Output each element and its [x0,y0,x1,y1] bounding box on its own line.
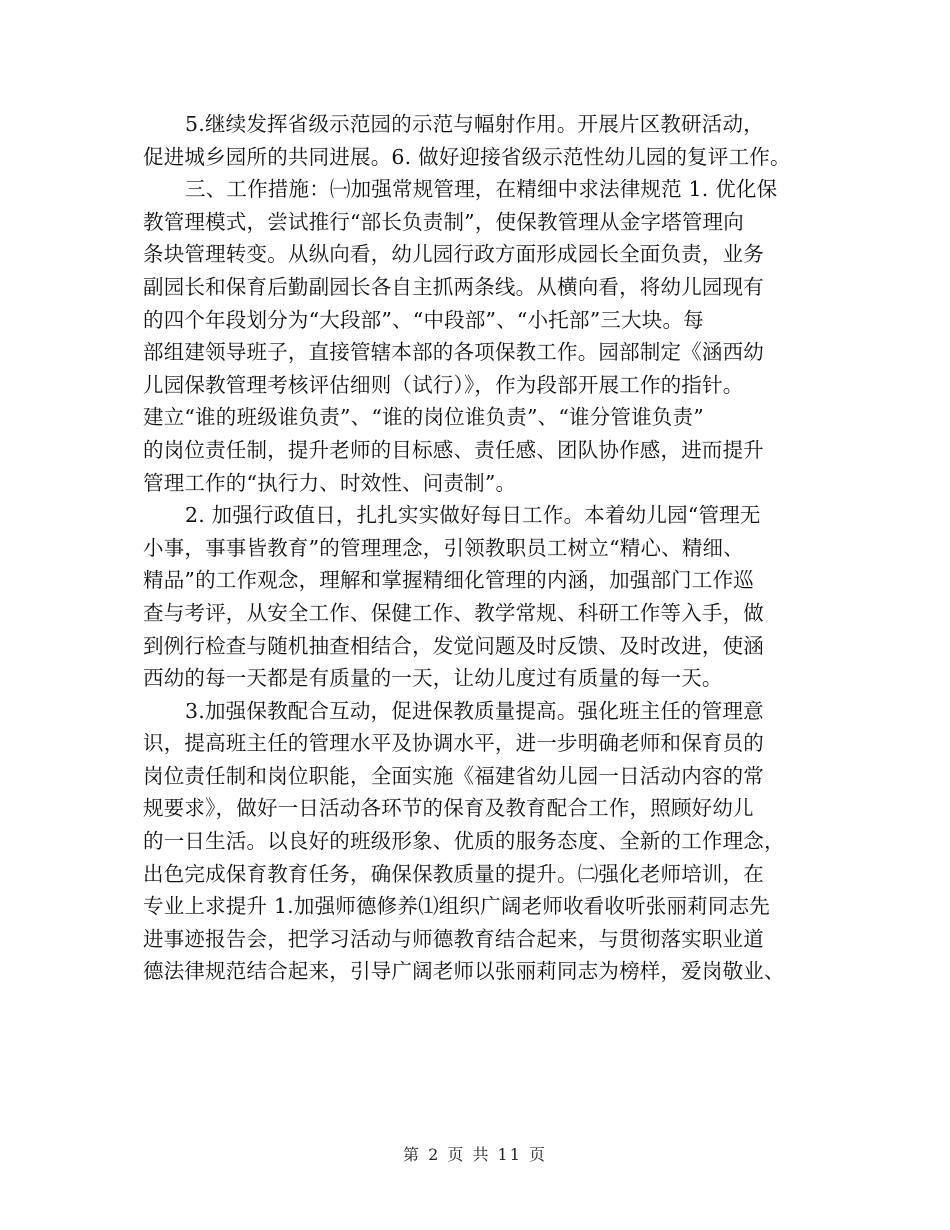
text-line: 德法律规范结合起来，引导广阔老师以张丽莉同志为榜样，爱岗敬业、 [143,959,785,984]
text-line: 到例行检查与随机抽查相结合，发觉问题及时反馈、及时改进，使涵 [143,633,764,658]
text-line: 西幼的每一天都是有质量的一天，让幼儿度过有质量的每一天。 [143,666,723,691]
text-line: 3.加强保教配合互动，促进保教质量提高。强化班主任的管理意 [185,698,764,723]
page-footer: 第 2 页 共 11 页 [403,1145,547,1164]
text-line: 查与考评，从安全工作、保健工作、教学常规、科研工作等入手，做 [143,600,764,625]
text-line: 专业上求提升 1.加强师德修养⑴组织广阔老师收看收听张丽莉同志先 [143,894,770,919]
text-line: 促进城乡园所的共同进展。6. 做好迎接省级示范性幼儿园的复评工作。 [143,144,791,169]
text-line: 的四个年段划分为“大段部”、“中段部”、“小托部”三大块。每 [143,307,704,332]
text-line: 儿园保教管理考核评估细则（试行）》，作为段部开展工作的指针。 [143,372,744,397]
text-line: 的岗位责任制，提升老师的目标感、责任感、团队协作感，进而提升 [143,437,764,462]
text-line: 精品”的工作观念，理解和掌握精细化管理的内涵，加强部门工作巡 [143,568,754,593]
text-line: 出色完成保育教育任务，确保保教质量的提升。㈡强化老师培训，在 [143,861,764,886]
text-line: 条块管理转变。从纵向看，幼儿园行政方面形成园长全面负责，业务 [143,242,764,267]
document-body [143,108,815,988]
text-line: 的一日生活。以良好的班级形象、优质的服务态度、全新的工作理念， [143,829,785,854]
text-line: 进事迹报告会，把学习活动与师德教育结合起来，与贯彻落实职业道 [143,926,764,951]
text-line: 识，提高班主任的管理水平及协调水平，进一步明确老师和保育员的 [143,731,764,756]
text-line: 建立“谁的班级谁负责”、“谁的岗位谁负责”、“谁分管谁负责” [143,405,704,430]
text-line: 部组建领导班子，直接管辖本部的各项保教工作。园部制定《涵西幼 [143,340,764,365]
text-line: 规要求》，做好一日活动各环节的保育及教育配合工作，照顾好幼儿 [143,796,754,821]
text-line: 三、工作措施：㈠加强常规管理，在精细中求法律规范 1. 优化保 [185,177,778,202]
text-line: 小事，事事皆教育”的管理理念，引领教职员工树立“精心、精细、 [143,535,744,560]
text-line: 岗位责任制和岗位职能，全面实施《福建省幼儿园一日活动内容的常 [143,763,764,788]
text-line: 2. 加强行政值日，扎扎实实做好每日工作。本着幼儿园“管理无 [185,503,761,528]
text-line: 教管理模式，尝试推行“部长负责制”，使保教管理从金字塔管理向 [143,209,744,234]
text-line: 副园长和保育后勤副园长各自主抓两条线。从横向看，将幼儿园现有 [143,274,764,299]
text-line: 5.继续发挥省级示范园的示范与幅射作用。开展片区教研活动， [185,112,764,136]
text-line: 管理工作的“执行力、时效性、问责制”。 [143,470,517,495]
